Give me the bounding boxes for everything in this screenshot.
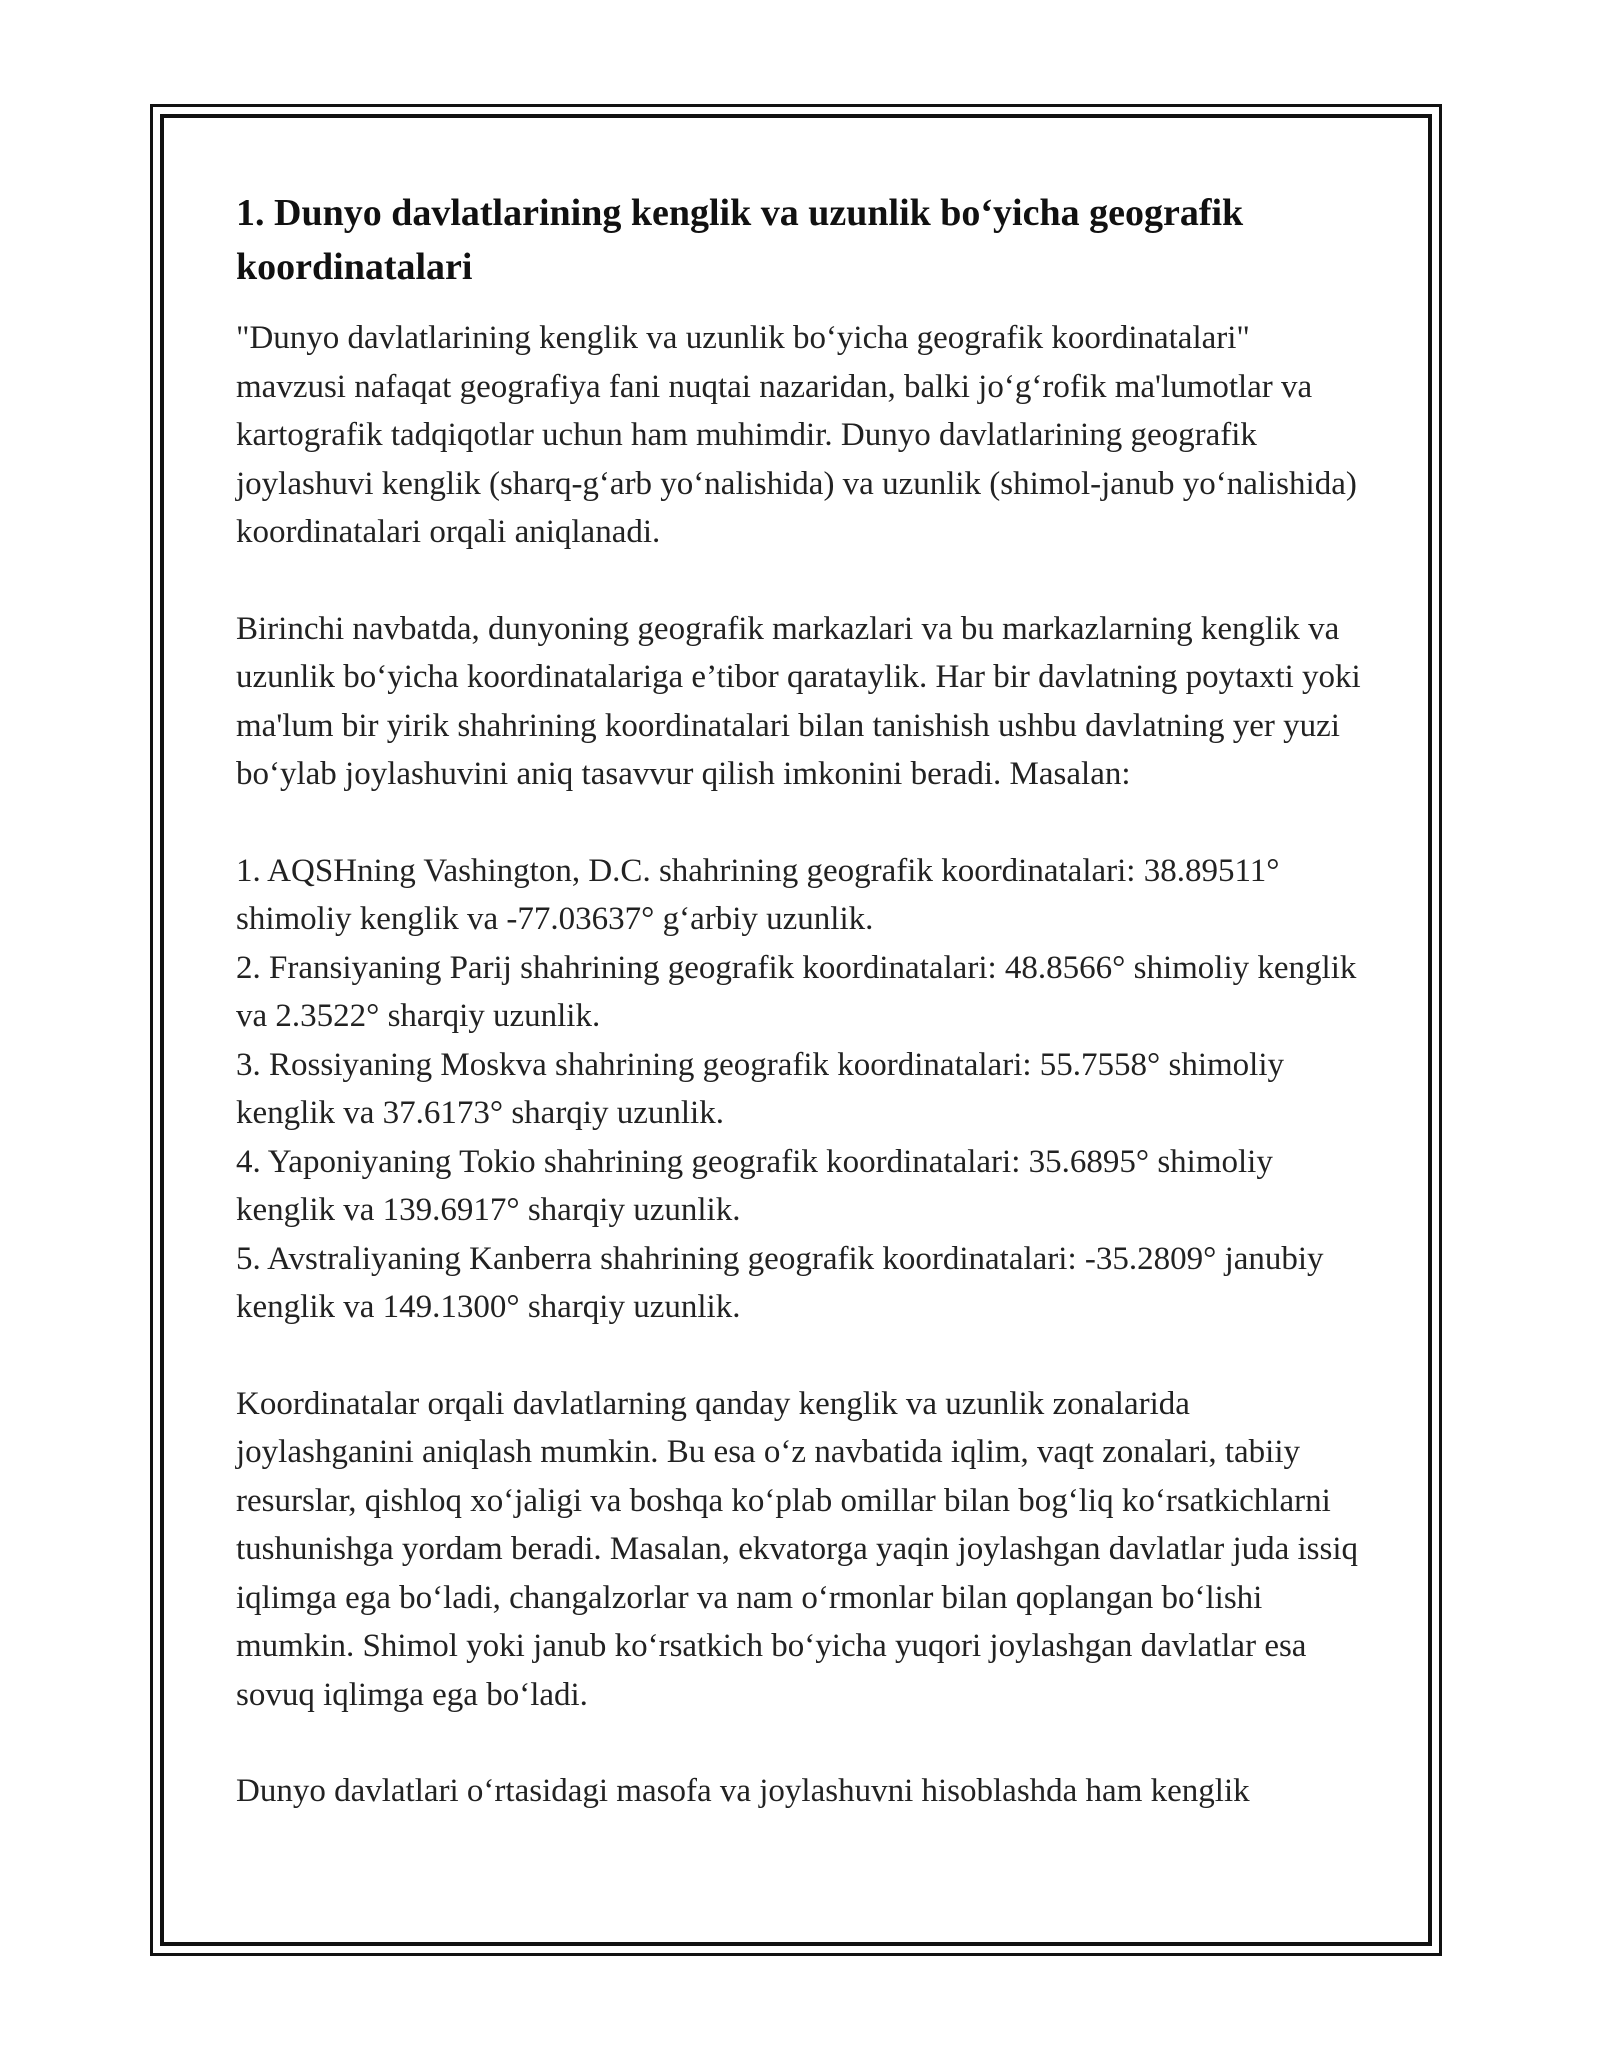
list-item: 3. Rossiyaning Moskva shahrining geografik koordinatalari: 55.7558° shimoliy kenglik va 37.6173° sharqiy uzunlik. xyxy=(236,1046,1284,1131)
document-title: 1. Dunyo davlatlarining kenglik va uzunlik bo‘yicha geografik koordinatalari xyxy=(236,192,1244,288)
paragraph-distance: Dunyo davlatlari o‘rtasidagi masofa va joylashuvni hisoblashda ham kenglik xyxy=(236,1773,1250,1809)
document-body xyxy=(236,186,1366,1864)
paragraph-zones: Koordinatalar orqali davlatlarning qanday kenglik va uzunlik zonalarida joylashganini aniqlash mumkin. Bu esa o‘z navbatida iqlim, vaqt zonalari, tabiiy resurslar, qishloq xo‘jaligi va boshqa ko‘plab omillar bilan bog‘liq ko‘rsatkichlarni tushunishga yordam beradi. Masalan, ekvatorga yaqin joylashgan davlatlar juda issiq iqlimga ega bo‘ladi, changalzorlar va nam o‘rmonlar bilan qoplangan bo‘lishi mumkin. Shimol yoki janub ko‘rsatkich bo‘yicha yuqori joylashgan davlatlar esa sovuq iqlimga ega bo‘ladi. xyxy=(236,1385,1359,1713)
paragraph-intro: "Dunyo davlatlarining kenglik va uzunlik bo‘yicha geografik koordinatalari" mavzusi nafaqat geografiya fani nuqtai nazaridan, balki jo‘g‘rofik ma'lumotlar va kartografik tadqiqotlar uchun ham muhimdir. Dunyo davlatlarining geografik joylashuvi kenglik (sharq-g‘arb yo‘nalishida) va uzunlik (shimol-janub yo‘nalishida) koordinatalari orqali aniqlanadi. xyxy=(236,320,1357,550)
list-item: 5. Avstraliyaning Kanberra shahrining geografik koordinatalari: -35.2809° janubiy kenglik va 149.1300° sharqiy uzunlik. xyxy=(236,1240,1324,1325)
list-item: 4. Yaponiyaning Tokio shahrining geografik koordinatalari: 35.6895° shimoliy kenglik va 139.6917° sharqiy uzunlik. xyxy=(236,1143,1273,1228)
coordinates-list xyxy=(236,847,1366,1332)
list-item: 2. Fransiyaning Parij shahrining geografik koordinatalari: 48.8566° shimoliy kenglik va 2.3522° sharqiy uzunlik. xyxy=(236,949,1357,1034)
paragraph-capitals: Birinchi navbatda, dunyoning geografik markazlari va bu markazlarning kenglik va uzunlik bo‘yicha koordinatalariga e’tibor qarataylik. Har bir davlatning poytaxti yoki ma'lum bir yirik shahrining koordinatalari bilan tanishish ushbu davlatning yer yuzi bo‘ylab joylashuvini aniq tasavvur qilish imkonini beradi. Masalan: xyxy=(236,610,1361,792)
list-item: 1. AQSHning Vashington, D.C. shahrining geografik koordinatalari: 38.89511° shimoliy kenglik va -77.03637° g‘arbiy uzunlik. xyxy=(236,852,1280,937)
